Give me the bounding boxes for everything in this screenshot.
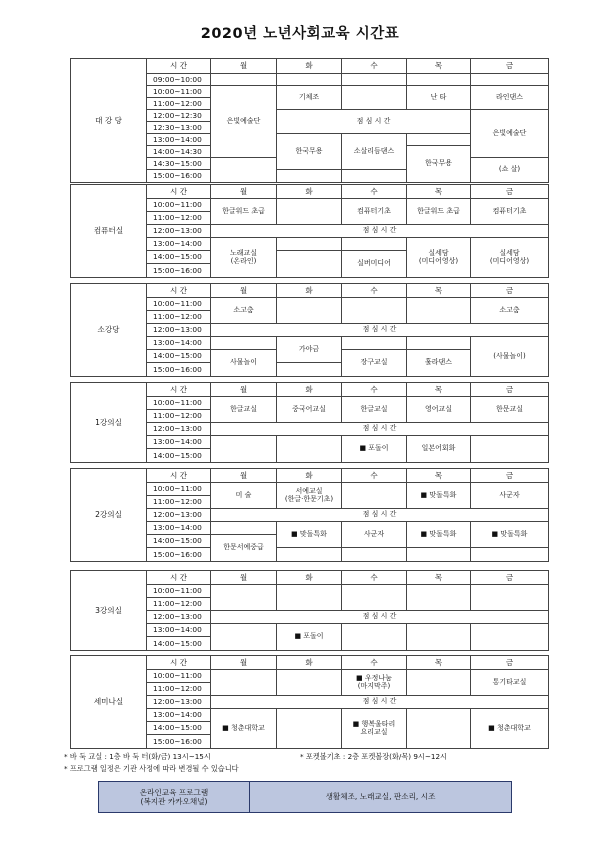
auditorium-timetable: [70, 58, 549, 183]
time-slot: 11:00~12:00: [147, 598, 211, 611]
class-cell: 한글워드 초급: [407, 199, 471, 225]
header-wed: 수: [342, 383, 407, 397]
class-cell: 실버미디어: [342, 251, 407, 278]
header-thu: 목: [407, 469, 471, 483]
header-time: 시 간: [147, 469, 211, 483]
class-cell: 은빛예술단: [211, 86, 277, 158]
time-slot: 14:00~15:00: [147, 535, 211, 548]
room-label: 2강의실: [71, 469, 147, 562]
online-programs-label: 온라인교육 프로그램 (복지관 카카오채널): [99, 782, 250, 812]
class-cell: 한문서예중급: [211, 535, 277, 562]
time-slot: 12:00~13:00: [147, 324, 211, 337]
class-cell: 한국무용: [277, 134, 342, 170]
class-cell: 장구교실: [342, 350, 407, 377]
class-cell: 한글워드 초급: [211, 199, 277, 225]
class-cell: 라인댄스: [471, 86, 549, 110]
class-cell: 소살리듬댄스: [342, 134, 407, 170]
header-fri: 금: [471, 185, 549, 199]
class-cell: 한글교실: [342, 397, 407, 423]
lunch-cell: 점 심 시 간: [211, 225, 549, 238]
time-slot: 14:00~15:00: [147, 449, 211, 463]
header-mon: 월: [211, 284, 277, 298]
class-cell: 미 술: [211, 483, 277, 509]
time-slot: 13:00~14:00: [147, 238, 211, 251]
class-cell: ■ 포돌이: [277, 624, 342, 651]
time-slot: 10:00~11:00: [147, 483, 211, 496]
time-slot: 13:00~14:00: [147, 436, 211, 449]
time-slot: 14:00~15:00: [147, 722, 211, 735]
time-slot: 13:00~14:00: [147, 522, 211, 535]
header-wed: 수: [342, 284, 407, 298]
lunch-cell: 점 심 시 간: [211, 509, 549, 522]
class-cell: 일본어회화: [407, 436, 471, 463]
header-tue: 화: [277, 383, 342, 397]
time-slot: 12:00~13:00: [147, 423, 211, 436]
header-fri: 금: [471, 469, 549, 483]
footnote-pocketball: * 포켓볼기초 : 2층 포켓볼장(화/목) 9시~12시: [300, 752, 447, 761]
header-fri: 금: [471, 656, 549, 670]
class-cell: (쇼 살): [471, 158, 549, 183]
time-slot: 15:00~16:00: [147, 264, 211, 278]
class-cell: 기체조: [277, 86, 342, 110]
header-time: 시 간: [147, 284, 211, 298]
classroom1-timetable: [70, 382, 549, 463]
header-thu: 목: [407, 185, 471, 199]
class-cell: 훌라댄스: [407, 350, 471, 377]
class-cell: ■ 맞돌특화: [277, 522, 342, 548]
lunch-cell: 점 심 시 간: [211, 423, 549, 436]
header-mon: 월: [211, 383, 277, 397]
time-slot: 12:30~13:00: [147, 122, 211, 134]
computer-room-timetable: [70, 184, 549, 278]
class-cell: 가야금: [277, 337, 342, 363]
class-cell: 한글교실: [211, 397, 277, 423]
header-mon: 월: [211, 59, 277, 74]
header-tue: 화: [277, 284, 342, 298]
lunch-cell: 점 심 시 간: [211, 611, 549, 624]
time-slot: 11:00~12:00: [147, 683, 211, 696]
room-label: 1강의실: [71, 383, 147, 463]
class-cell: 사군자: [471, 483, 549, 509]
header-time: 시 간: [147, 383, 211, 397]
footnote-baduk: * 바 둑 교실 : 1층 바 둑 터(화/금) 13시~15시: [64, 752, 211, 761]
seminar-room-timetable: [70, 655, 549, 749]
time-slot: 12:00~13:00: [147, 225, 211, 238]
class-cell: 한국무용: [407, 146, 471, 183]
header-fri: 금: [471, 284, 549, 298]
time-slot: 12:00~13:00: [147, 509, 211, 522]
header-tue: 화: [277, 185, 342, 199]
time-slot: 12:00~13:00: [147, 611, 211, 624]
header-time: 시 간: [147, 185, 211, 199]
class-cell: 한문교실: [471, 397, 549, 423]
class-cell: ■ 우정나눔 (마지막주): [342, 670, 407, 696]
time-slot: 10:00~11:00: [147, 585, 211, 598]
header-time: 시 간: [147, 656, 211, 670]
class-cell: ■ 맞돌특화: [407, 483, 471, 509]
time-slot: 09:00~10:00: [147, 74, 211, 86]
header-thu: 목: [407, 656, 471, 670]
lunch-cell: 점 심 시 간: [277, 110, 471, 134]
time-slot: 12:00~13:00: [147, 696, 211, 709]
time-slot: 14:30~15:00: [147, 158, 211, 170]
room-label: 소강당: [71, 284, 147, 377]
class-cell: (사물놀이): [471, 337, 549, 377]
footnote-schedule-change: * 프로그램 일정은 기관 사정에 따라 변경될 수 있습니다: [64, 764, 239, 773]
header-mon: 월: [211, 469, 277, 483]
class-cell: 노래교실 (온라인): [211, 238, 277, 278]
time-slot: 11:00~12:00: [147, 410, 211, 423]
time-slot: 11:00~12:00: [147, 496, 211, 509]
room-label: 컴퓨터실: [71, 185, 147, 278]
header-wed: 수: [342, 59, 407, 74]
header-fri: 금: [471, 383, 549, 397]
header-fri: 금: [471, 571, 549, 585]
header-thu: 목: [407, 59, 471, 74]
time-slot: 11:00~12:00: [147, 212, 211, 225]
online-programs-box: [98, 781, 512, 813]
header-tue: 화: [277, 656, 342, 670]
header-time: 시 간: [147, 571, 211, 585]
time-slot: 13:00~14:00: [147, 337, 211, 350]
header-wed: 수: [342, 656, 407, 670]
room-label: 세미나실: [71, 656, 147, 749]
class-cell: ■ 청춘대학교: [211, 709, 277, 749]
class-cell: 컴퓨터기초: [342, 199, 407, 225]
header-wed: 수: [342, 571, 407, 585]
time-slot: 10:00~11:00: [147, 86, 211, 98]
header-mon: 월: [211, 656, 277, 670]
time-slot: 15:00~16:00: [147, 548, 211, 562]
class-cell: ■ 맞돌특화: [407, 522, 471, 548]
class-cell: 실세담 (미디어영상): [407, 238, 471, 278]
class-cell: 실세담 (미디어영상): [471, 238, 549, 278]
time-slot: 15:00~16:00: [147, 735, 211, 749]
class-cell: 중국어교실: [277, 397, 342, 423]
header-wed: 수: [342, 185, 407, 199]
header-tue: 화: [277, 59, 342, 74]
header-time: 시 간: [147, 59, 211, 74]
time-slot: 15:00~16:00: [147, 363, 211, 377]
time-slot: 14:00~15:00: [147, 637, 211, 651]
class-cell: ■ 포돌이: [342, 436, 407, 463]
header-mon: 월: [211, 571, 277, 585]
class-cell: 사물놀이: [211, 350, 277, 377]
header-fri: 금: [471, 59, 549, 74]
page-title: 2020년 노년사회교육 시간표: [200, 26, 400, 42]
classroom2-timetable: [70, 468, 549, 562]
class-cell: 영어교실: [407, 397, 471, 423]
room-label: 3강의실: [71, 571, 147, 651]
class-cell: 사군자: [342, 522, 407, 548]
class-cell: 서예교실 (한글·한문기초): [277, 483, 342, 509]
class-cell: 난 타: [407, 86, 471, 110]
time-slot: 10:00~11:00: [147, 397, 211, 410]
lunch-cell: 점 심 시 간: [211, 696, 549, 709]
time-slot: 15:00~16:00: [147, 170, 211, 183]
room-label: 대 강 당: [71, 59, 147, 183]
time-slot: 11:00~12:00: [147, 311, 211, 324]
header-thu: 목: [407, 571, 471, 585]
time-slot: 14:00~15:00: [147, 251, 211, 264]
time-slot: 11:00~12:00: [147, 98, 211, 110]
small-hall-timetable: [70, 283, 549, 377]
time-slot: 10:00~11:00: [147, 670, 211, 683]
time-slot: 13:00~14:00: [147, 624, 211, 637]
header-tue: 화: [277, 571, 342, 585]
class-cell: ■ 맞돌특화: [471, 522, 549, 548]
header-thu: 목: [407, 383, 471, 397]
time-slot: 14:00~14:30: [147, 146, 211, 158]
header-wed: 수: [342, 469, 407, 483]
class-cell: 소고춤: [211, 298, 277, 324]
class-cell: 통기타교실: [471, 670, 549, 696]
header-mon: 월: [211, 185, 277, 199]
online-programs-list: 생활체조, 노래교실, 판소리, 시조: [325, 792, 436, 802]
time-slot: 13:00~14:00: [147, 134, 211, 146]
time-slot: 14:00~15:00: [147, 350, 211, 363]
classroom3-timetable: [70, 570, 549, 651]
class-cell: ■ 행복울타리 요리교실: [342, 709, 407, 749]
time-slot: 10:00~11:00: [147, 298, 211, 311]
header-tue: 화: [277, 469, 342, 483]
class-cell: 소고춤: [471, 298, 549, 324]
header-thu: 목: [407, 284, 471, 298]
lunch-cell: 점 심 시 간: [211, 324, 549, 337]
time-slot: 10:00~11:00: [147, 199, 211, 212]
time-slot: 13:00~14:00: [147, 709, 211, 722]
class-cell: 컴퓨터기초: [471, 199, 549, 225]
class-cell: 은빛예술단: [471, 110, 549, 158]
class-cell: ■ 청춘대학교: [471, 709, 549, 749]
time-slot: 12:00~12:30: [147, 110, 211, 122]
